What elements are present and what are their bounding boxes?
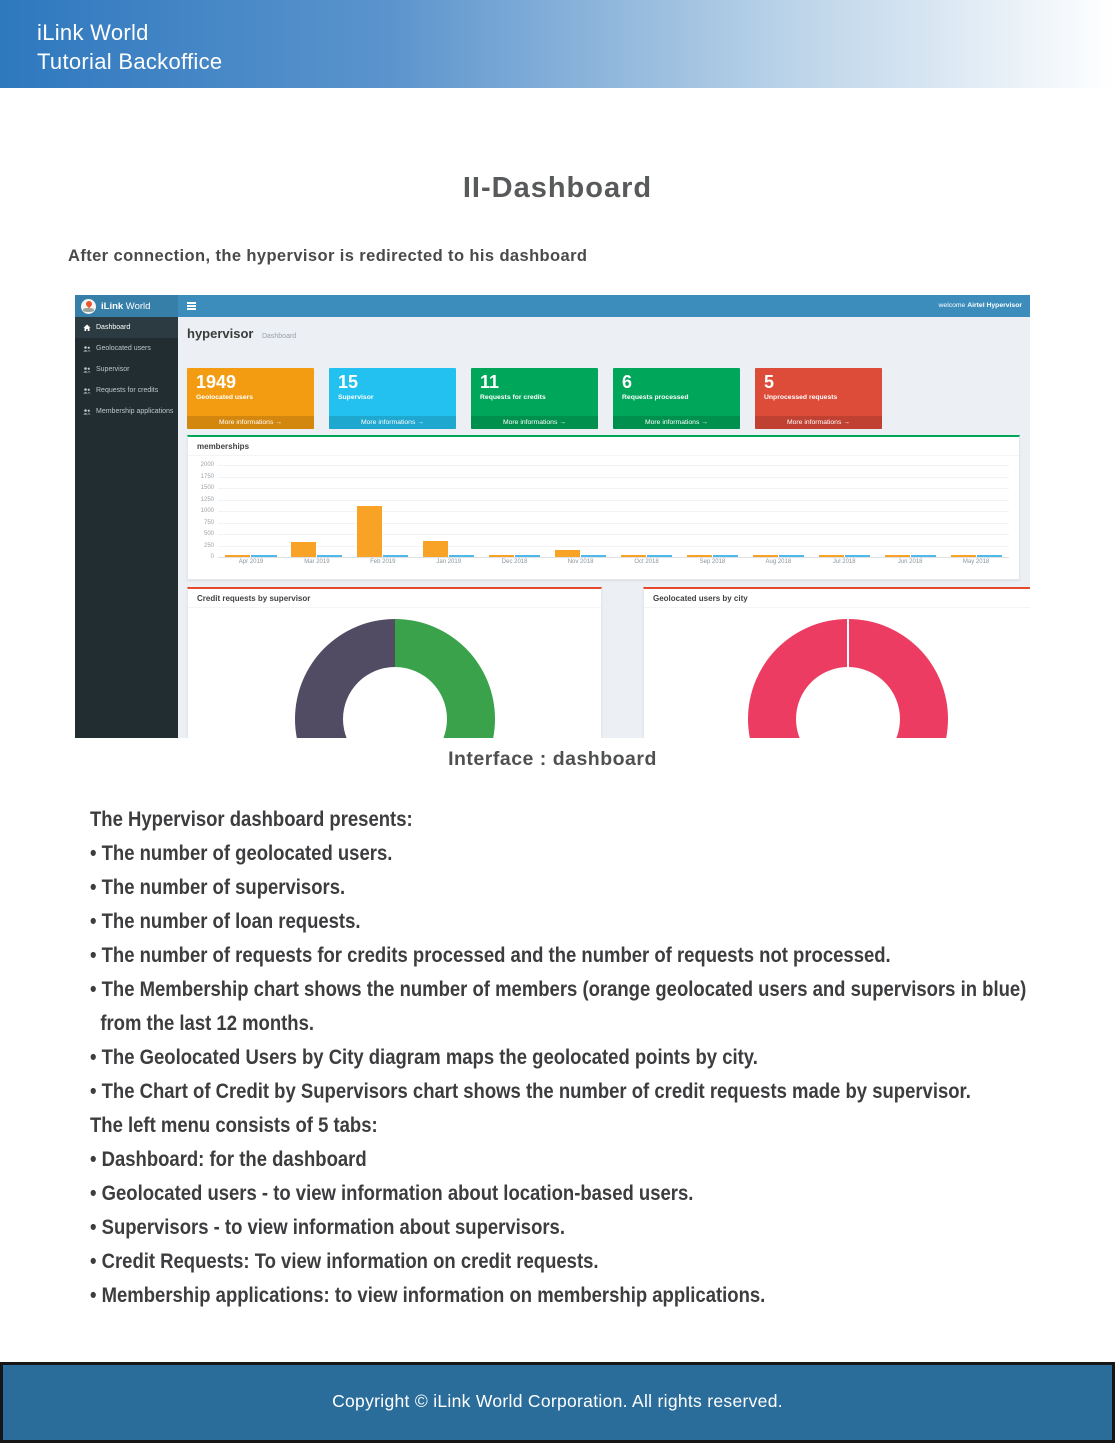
x-tick-label: Jun 2018 [897,559,923,565]
bar [819,555,844,557]
page-title: II-Dashboard [462,172,653,204]
geolocated-users-donut-chart [748,619,948,738]
brand-name: iLink World [101,300,151,312]
body-line: • The number of loan requests. [90,909,361,933]
plot-area [218,465,1009,557]
bar [449,555,474,557]
bar-group [679,465,745,557]
y-axis [194,462,218,560]
stat-value: 1949 [196,372,237,392]
credit-requests-donut-chart [295,619,495,738]
page-footer [0,1362,1115,1443]
bar [845,555,870,557]
description-text [90,802,1115,1312]
content-title: hypervisor [187,326,254,341]
stat-label: Supervisor [338,394,374,401]
bar [911,555,936,557]
x-tick-label: Sep 2018 [699,559,726,565]
copyright-text: Copyright © iLink World Corporation. All rights reserved. [332,1391,783,1411]
y-tick-label: 1500 [200,485,214,491]
donut-slice-divider [847,619,849,671]
bar [423,541,448,557]
body-line: The Hypervisor dashboard presents: [90,807,413,831]
x-tick-label: Dec 2018 [501,559,528,565]
stat-value: 5 [764,372,775,392]
sidebar-item-membership-applications[interactable]: Membership applications [75,401,178,422]
body-line: The left menu consists of 5 tabs: [90,1113,378,1137]
memberships-chart-panel [187,435,1020,580]
bar [581,555,606,557]
body-line: from the last 12 months. [100,1011,315,1035]
bar [357,506,382,557]
x-tick-label: Jul 2018 [832,559,856,565]
body-line: • The Membership chart shows the number of members (orange geolocated users and supervisors in blue) [90,977,1027,1001]
bar [383,555,408,557]
sidebar-toggle-icon[interactable] [187,302,196,310]
bar [977,555,1002,557]
x-tick-label: Jan 2019 [436,559,462,565]
bar-group [482,465,548,557]
bar-row [218,465,1009,557]
arrow-circle-icon: → [275,419,283,426]
stat-label: Requests processed [622,394,689,401]
bar [515,555,540,557]
bar-group [811,465,877,557]
stat-value: 6 [622,372,633,392]
page-header-banner [0,0,1115,88]
welcome-user: welcome Airtel Hypervisor [938,302,1022,309]
sidebar-item-requests-for-credits[interactable]: Requests for credits [75,380,178,401]
bar-group [284,465,350,557]
body-line: • The Geolocated Users by City diagram maps the geolocated points by city. [90,1045,758,1069]
x-tick-label: Nov 2018 [567,559,594,565]
sidebar [75,317,178,738]
x-tick-label: Apr 2019 [238,559,264,565]
body-line: • The number of geolocated users. [90,841,393,865]
bar [687,555,712,557]
bar [251,555,276,557]
credit-requests-panel [187,587,602,738]
stat-card-requests-for-credits [471,368,598,429]
bar [647,555,672,557]
screenshot-caption: Interface : dashboard [448,748,657,770]
body-line: • The number of requests for credits processed and the number of requests not processed. [90,943,891,967]
bar [317,555,342,557]
bar [291,542,316,557]
stat-card-unprocessed-requests [755,368,882,429]
y-tick-label: 250 [203,542,214,549]
y-tick-label: 0 [210,554,214,560]
arrow-circle-icon: → [559,419,567,426]
stat-card-supervisor [329,368,456,429]
bar [713,555,738,557]
page-subtitle: After connection, the hypervisor is redirected to his dashboard [68,247,588,265]
stat-label: Unprocessed requests [764,394,838,401]
arrow-circle-icon: → [417,419,425,426]
body-line: • Membership applications: to view information on membership applications. [90,1283,766,1307]
stat-label: Requests for credits [480,394,546,401]
more-informations-link[interactable]: More informations → [471,416,598,429]
memberships-chart-title: memberships [188,437,1019,456]
more-informations-link[interactable]: More informations → [187,416,314,429]
stat-value: 15 [338,372,359,392]
geolocated-users-title: Geolocated users by city [644,589,1030,608]
body-line: • The Chart of Credit by Supervisors chart shows the number of credit requests made by supervisor. [90,1079,971,1103]
bar-group [614,465,680,557]
sidebar-item-dashboard[interactable]: Dashboard [75,317,178,338]
stat-label: Geolocated users [196,394,254,401]
brand-logo-box[interactable] [75,295,178,317]
content-heading [178,317,1030,343]
bar [621,555,646,557]
home-icon [83,324,91,332]
credit-requests-title: Credit requests by supervisor [188,589,601,608]
bar-group [877,465,943,557]
bar-group [218,465,284,557]
x-tick-label: Aug 2018 [765,559,792,565]
arrow-circle-icon: → [843,419,851,426]
bar [489,555,514,557]
gridline [218,557,1009,558]
bar [885,555,910,557]
memberships-bar-chart [188,456,1019,560]
bar-group [745,465,811,557]
top-navbar [75,295,1030,317]
bar [225,555,250,557]
y-tick-label: 1250 [200,496,214,503]
body-line: • Geolocated users - to view information about location-based users. [90,1181,694,1205]
bar [951,555,976,557]
users-icon [83,366,91,374]
stat-value: 11 [480,372,500,392]
y-tick-label: 1000 [200,508,214,514]
bar-group [350,465,416,557]
stat-card-geolocated-users [187,368,314,429]
y-tick-label: 2000 [200,462,214,468]
body-line: • The number of supervisors. [90,875,346,899]
stat-cards-row [187,368,882,429]
bar-group [548,465,614,557]
geolocated-users-panel [643,587,1030,738]
bar [555,550,580,557]
y-tick-label: 750 [203,519,214,526]
body-line: • Supervisors - to view information about supervisors. [90,1215,565,1239]
sidebar-item-geolocated-users[interactable]: Geolocated users [75,338,178,359]
content-subtitle: Dashboard [261,333,297,340]
body-line: • Credit Requests: To view information on credit requests. [90,1249,599,1273]
header-line-1: iLink World [37,20,149,45]
globe-pin-logo-icon [81,299,96,314]
header-line-2: Tutorial Backoffice [37,49,223,74]
dashboard-screenshot [75,295,1030,738]
arrow-circle-icon: → [701,419,709,426]
users-icon [83,387,91,395]
sidebar-item-supervisor[interactable]: Supervisor [75,359,178,380]
stat-card-requests-processed [613,368,740,429]
body-line: • Dashboard: for the dashboard [90,1147,367,1171]
x-tick-label: Oct 2018 [634,559,659,565]
bar-group [943,465,1009,557]
y-tick-label: 500 [203,531,214,537]
x-tick-label: Mar 2019 [304,559,330,565]
x-tick-label: Feb 2019 [370,559,396,565]
bar [753,555,778,557]
users-icon [83,408,91,416]
dashboard-content [178,317,1030,738]
x-axis-labels [188,557,1019,565]
more-informations-link[interactable]: More informations → [613,416,740,429]
bar [779,555,804,557]
users-icon [83,345,91,353]
bar-group [416,465,482,557]
more-informations-link[interactable]: More informations → [755,416,882,429]
x-tick-label: May 2018 [962,559,990,565]
more-informations-link[interactable]: More informations → [329,416,456,429]
y-tick-label: 1750 [200,473,214,480]
